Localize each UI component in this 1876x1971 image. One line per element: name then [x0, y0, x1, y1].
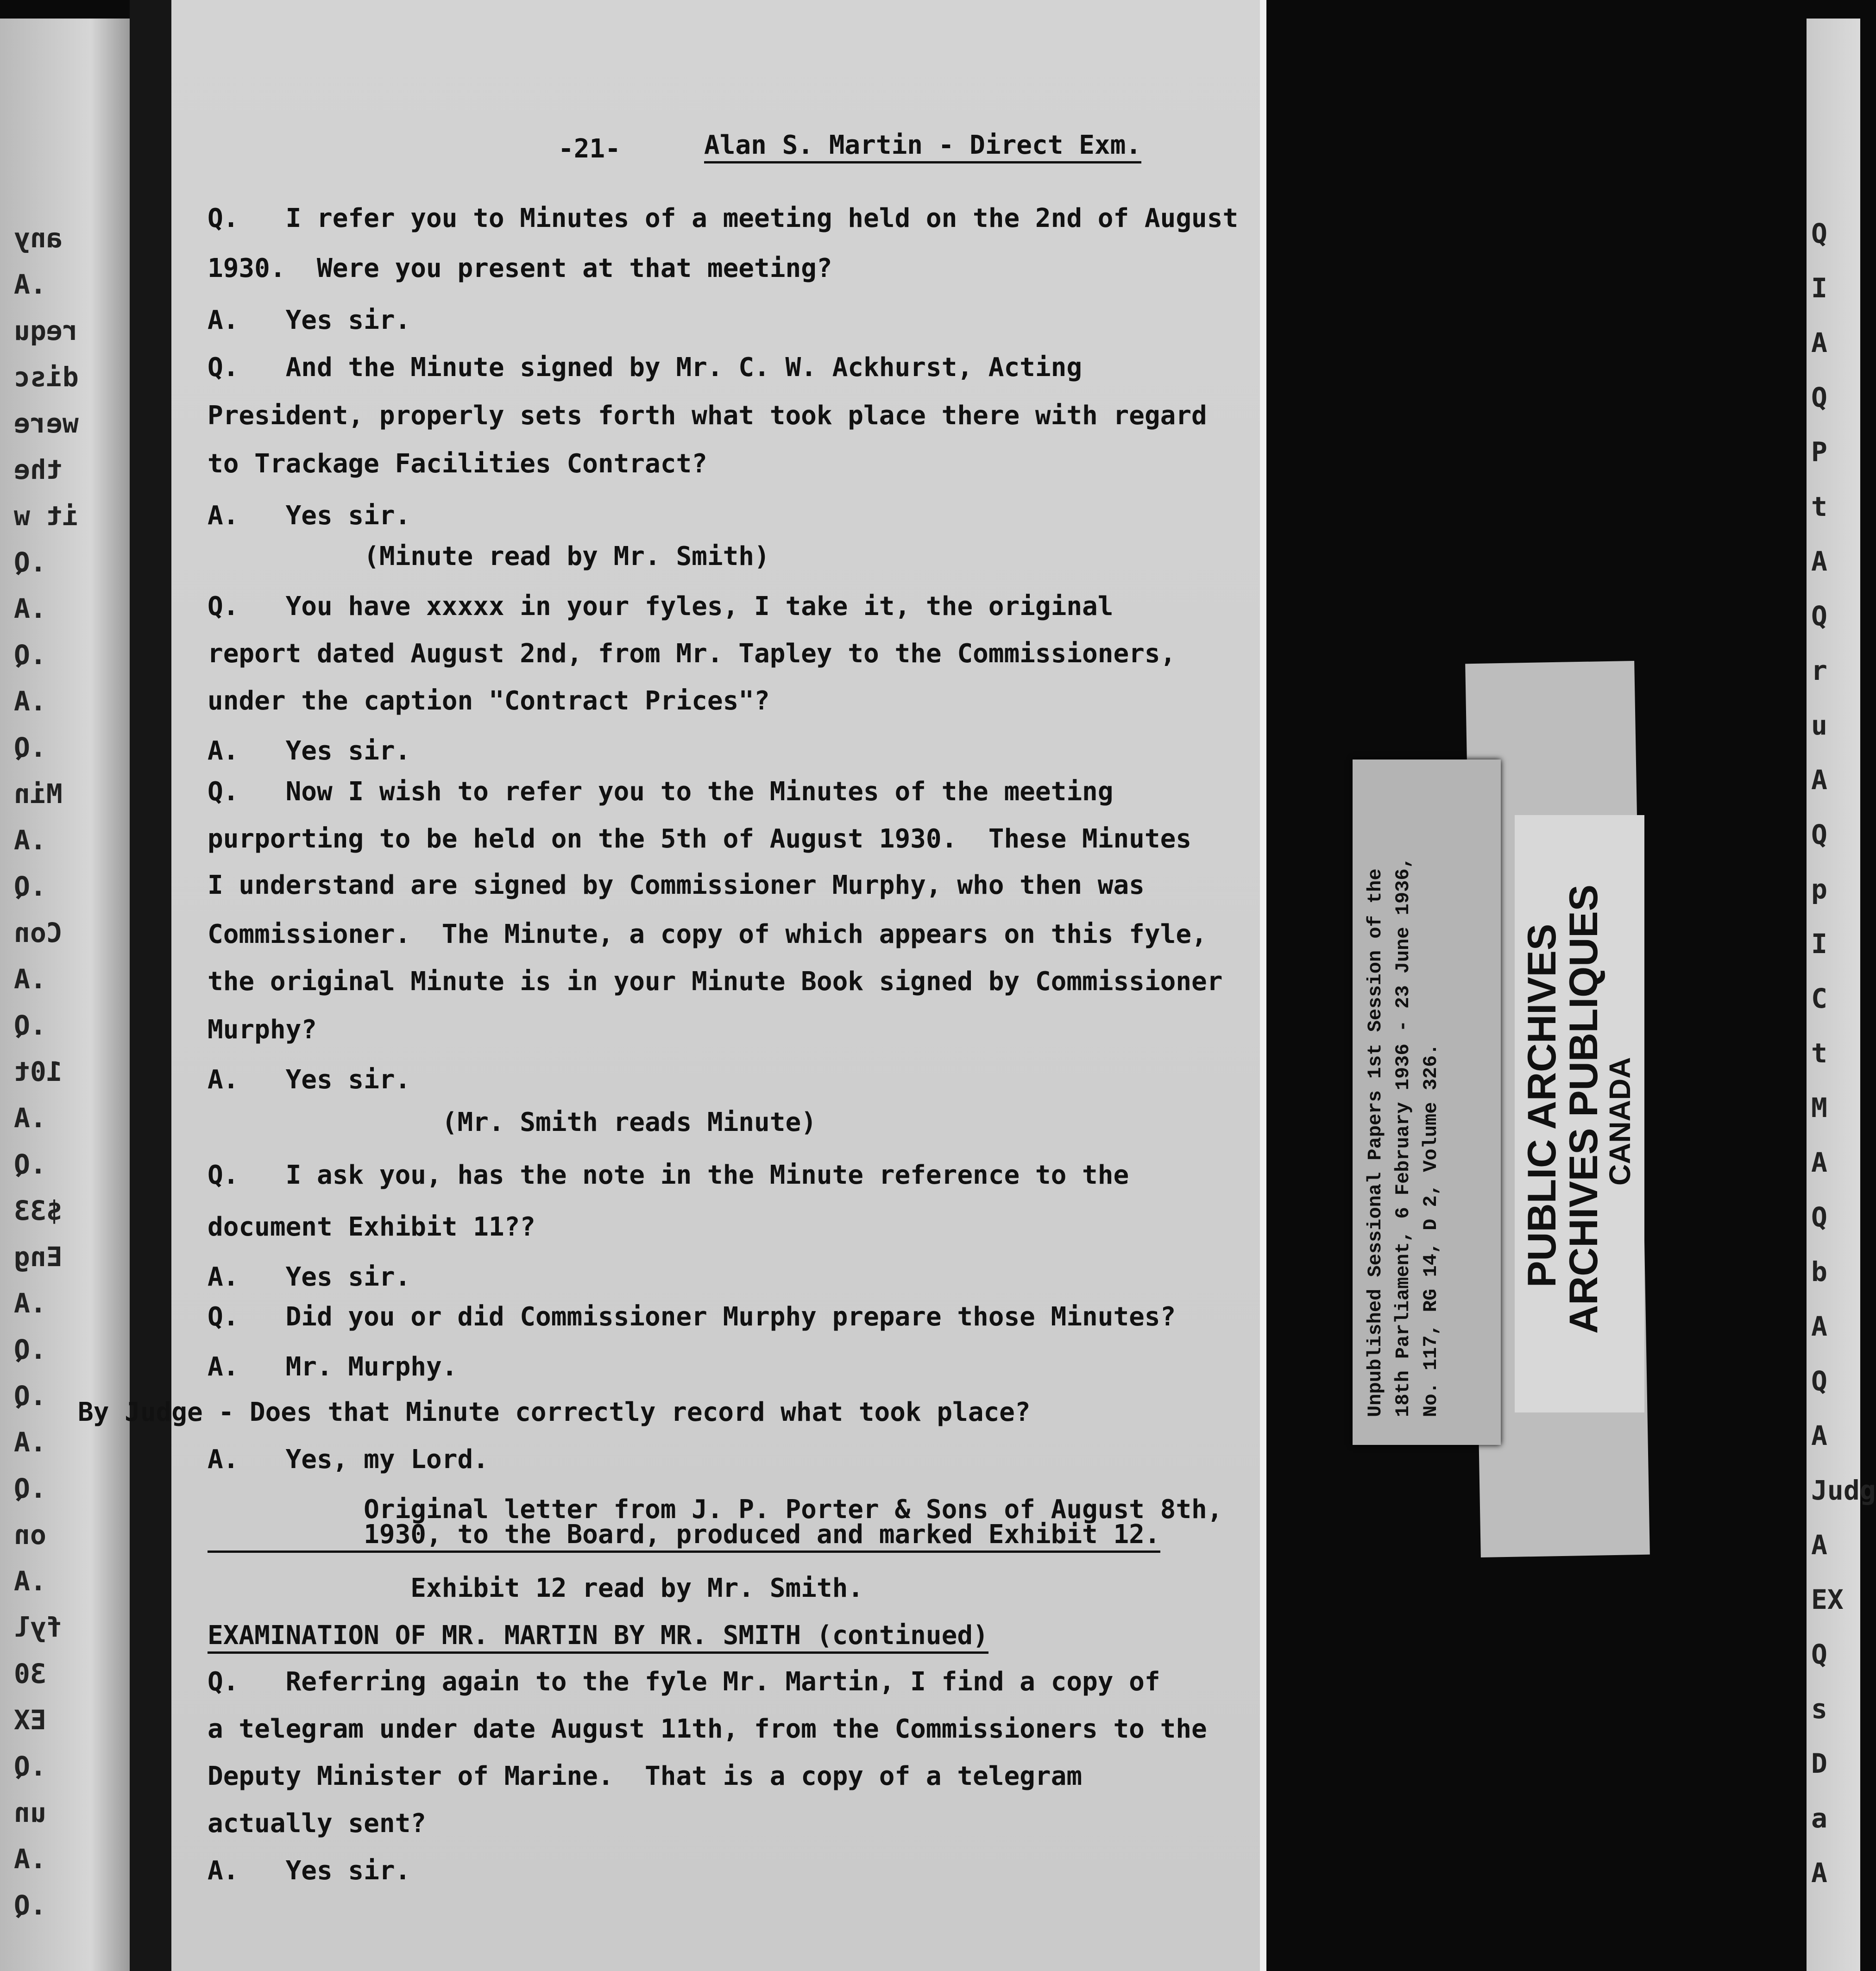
transcript-line: President, properly sets forth what took place there with regard: [208, 401, 1207, 431]
margin-fragment: un: [14, 1797, 46, 1828]
public-archives-stamp: [1515, 815, 1644, 1412]
margin-fragment: t: [1811, 491, 1827, 522]
margin-fragment: u: [1811, 709, 1827, 741]
margin-fragment: Q: [1811, 600, 1827, 632]
margin-fragment: requ: [14, 315, 79, 346]
stamp-line-2: ARCHIVES PUBLIQUES: [1561, 884, 1606, 1334]
caption-line-2: 18th Parliament, 6 February 1936 - 23 June 1936,: [1392, 857, 1414, 1417]
margin-fragment: Min: [14, 778, 63, 810]
margin-fragment: A: [1811, 546, 1827, 577]
margin-fragment: on: [14, 1519, 46, 1550]
margin-fragment: a: [1811, 1802, 1827, 1834]
transcript-line: By Judge - Does that Minute correctly record what took place?: [78, 1397, 1031, 1427]
page-gutter-shadow: [130, 0, 171, 1971]
transcript-line: Q. Did you or did Commissioner Murphy prepare those Minutes?: [208, 1302, 1176, 1332]
transcript-line: Exhibit 12 read by Mr. Smith.: [208, 1573, 864, 1603]
margin-fragment: .A: [14, 685, 46, 717]
transcript-line: EXAMINATION OF MR. MARTIN BY MR. SMITH (continued): [208, 1621, 988, 1654]
transcript-line: Q. Referring again to the fyle Mr. Martin, I find a copy of: [208, 1667, 1160, 1697]
caption-line-3: No. 117, RG 14, D 2, Volume 326.: [1420, 1043, 1442, 1417]
page-title: Alan S. Martin - Direct Exm.: [704, 131, 1141, 163]
margin-fragment: A: [1811, 1311, 1827, 1342]
margin-fragment: the: [14, 454, 63, 485]
margin-fragment: A: [1811, 764, 1827, 796]
margin-fragment: EX: [14, 1704, 46, 1736]
margin-fragment: it w: [14, 500, 79, 532]
margin-fragment: M: [1811, 1092, 1827, 1124]
margin-fragment: A: [1811, 1420, 1827, 1451]
margin-fragment: I: [1811, 928, 1827, 960]
margin-fragment: Judg: [1811, 1475, 1876, 1506]
margin-fragment: Q: [1811, 1201, 1827, 1233]
margin-fragment: .Q: [14, 871, 46, 902]
transcript-line: under the caption "Contract Prices"?: [208, 686, 770, 716]
margin-fragment: A: [1811, 1857, 1827, 1889]
transcript-line: report dated August 2nd, from Mr. Tapley to the Commissioners,: [208, 639, 1176, 669]
margin-fragment: .A: [14, 1843, 46, 1875]
transcript-line: Q. And the Minute signed by Mr. C. W. Ackhurst, Acting: [208, 352, 1083, 383]
transcript-line: A. Yes sir.: [208, 1065, 411, 1095]
transcript-line: A. Yes sir.: [208, 305, 411, 335]
transcript-line: purporting to be held on the 5th of August 1930. These Minutes: [208, 824, 1192, 854]
margin-fragment: .Q: [14, 1334, 46, 1365]
transcript-line: a telegram under date August 11th, from the Commissioners to the: [208, 1714, 1207, 1744]
margin-fragment: 10t: [14, 1056, 63, 1087]
margin-fragment: .A: [14, 1565, 46, 1597]
margin-fragment: A: [1811, 1529, 1827, 1561]
transcript-line: document Exhibit 11??: [208, 1212, 536, 1242]
transcript-line: A. Yes sir.: [208, 501, 411, 531]
archive-caption-slip: [1353, 760, 1501, 1445]
margin-fragment: b: [1811, 1256, 1827, 1287]
margin-fragment: .A: [14, 963, 46, 995]
margin-fragment: P: [1811, 436, 1827, 468]
margin-fragment: .A: [14, 593, 46, 624]
margin-fragment: Con: [14, 917, 63, 948]
document-page: [78, 0, 1266, 1971]
margin-fragment: 30: [14, 1658, 46, 1689]
margin-fragment: I: [1811, 272, 1827, 304]
transcript-line: the original Minute is in your Minute Book signed by Commissioner: [208, 967, 1223, 997]
margin-fragment: t: [1811, 1037, 1827, 1069]
transcript-line: Murphy?: [208, 1015, 317, 1045]
transcript-line: (Minute read by Mr. Smith): [208, 541, 770, 571]
margin-fragment: .A: [14, 824, 46, 856]
page-number: -21-: [558, 134, 621, 164]
margin-fragment: EX: [1811, 1584, 1844, 1615]
margin-fragment: .Q: [14, 546, 46, 578]
transcript-line: I understand are signed by Commissioner Murphy, who then was: [208, 870, 1145, 900]
margin-fragment: $33: [14, 1195, 63, 1226]
margin-fragment: Q: [1811, 218, 1827, 249]
transcript-line: Original letter from J. P. Porter & Sons of August 8th,: [208, 1494, 1223, 1525]
margin-fragment: Eng: [14, 1241, 63, 1273]
stamp-line-3: CANADA: [1603, 1057, 1637, 1186]
margin-fragment: .Q: [14, 1473, 46, 1504]
transcript-line: Q. I ask you, has the note in the Minute reference to the: [208, 1160, 1129, 1190]
transcript-line: Commissioner. The Minute, a copy of which appears on this fyle,: [208, 919, 1207, 949]
transcript-line: 1930. Were you present at that meeting?: [208, 253, 832, 283]
transcript-line: Deputy Minister of Marine. That is a copy of a telegram: [208, 1761, 1083, 1791]
transcript-line: A. Yes, my Lord.: [208, 1444, 489, 1475]
margin-fragment: .Q: [14, 732, 46, 763]
margin-fragment: .Q: [14, 1010, 46, 1041]
stamp-line-1: PUBLIC ARCHIVES: [1520, 923, 1564, 1287]
margin-fragment: .Q: [14, 639, 46, 671]
transcript-line: actually sent?: [208, 1808, 427, 1839]
caption-line-1: Unpublished Sessional Papers 1st Session of the: [1364, 868, 1386, 1417]
margin-fragment: .A: [14, 1426, 46, 1458]
margin-fragment: Q: [1811, 819, 1827, 850]
margin-fragment: Q: [1811, 1638, 1827, 1670]
margin-fragment: .Q: [14, 1380, 46, 1412]
margin-fragment: .Q: [14, 1889, 46, 1921]
margin-fragment: Q: [1811, 382, 1827, 413]
margin-fragment: were: [14, 408, 79, 439]
margin-fragment: disc: [14, 361, 79, 393]
transcript-line: A. Yes sir.: [208, 1856, 411, 1886]
transcript-line: A. Yes sir.: [208, 736, 411, 766]
margin-fragment: A: [1811, 1147, 1827, 1178]
transcript-line: to Trackage Facilities Contract?: [208, 449, 707, 479]
margin-fragment: A: [1811, 327, 1827, 358]
margin-fragment: Q: [1811, 1365, 1827, 1397]
transcript-line: 1930, to the Board, produced and marked Exhibit 12.: [208, 1520, 1160, 1553]
margin-fragment: any: [14, 222, 63, 254]
transcript-line: Q. You have xxxxx in your fyles, I take it, the original: [208, 591, 1114, 621]
margin-fragment: .A: [14, 269, 46, 300]
transcript-line: Q. I refer you to Minutes of a meeting held on the 2nd of August: [208, 203, 1239, 233]
transcript-line: A. Yes sir.: [208, 1262, 411, 1292]
margin-fragment: C: [1811, 983, 1827, 1014]
margin-fragment: .Q: [14, 1751, 46, 1782]
transcript-line: Q. Now I wish to refer you to the Minutes of the meeting: [208, 777, 1114, 807]
margin-fragment: r: [1811, 655, 1827, 686]
transcript-line: (Mr. Smith reads Minute): [208, 1107, 817, 1137]
margin-fragment: .A: [14, 1287, 46, 1319]
transcript-line: A. Mr. Murphy.: [208, 1352, 458, 1382]
margin-fragment: .A: [14, 1102, 46, 1134]
margin-fragment: fyl: [14, 1612, 63, 1643]
margin-fragment: D: [1811, 1748, 1827, 1779]
margin-fragment: p: [1811, 873, 1827, 905]
margin-fragment: .Q: [14, 1149, 46, 1180]
margin-fragment: s: [1811, 1693, 1827, 1725]
